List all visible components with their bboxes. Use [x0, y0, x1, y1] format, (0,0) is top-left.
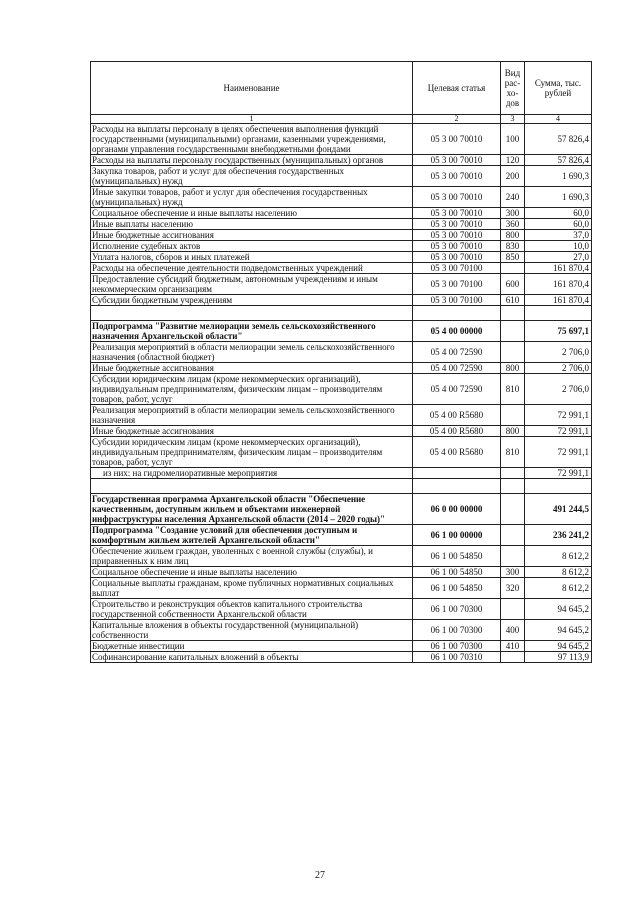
cell-name: Иные бюджетные ассигнования [91, 426, 413, 437]
table-row [91, 342, 592, 363]
table-row [91, 620, 592, 641]
cell-code: 05 3 00 70010 [413, 219, 501, 230]
cell-sum: 72 991,1 [525, 468, 592, 479]
table-row [91, 426, 592, 437]
spacer-cell [91, 479, 413, 494]
cell-vid: 320 [501, 578, 525, 599]
table-row [91, 599, 592, 620]
cell-sum: 72 991,1 [525, 426, 592, 437]
table-row [91, 219, 592, 230]
cell-code: 06 1 00 54850 [413, 546, 501, 567]
table-row [91, 405, 592, 426]
table-row [91, 241, 592, 252]
spacer-cell [413, 479, 501, 494]
cell-sum: 75 697,1 [525, 321, 592, 342]
cell-vid [501, 405, 525, 426]
table-row [91, 263, 592, 274]
cell-sum: 27,0 [525, 252, 592, 263]
cell-name: Субсидии юридическим лицам (кроме некоммерческих организаций), индивидуальным предпринимателям, физическим лицам – производителям товаров, работ, услуг [91, 437, 413, 468]
cell-name: Иные бюджетные ассигнования [91, 363, 413, 374]
cell-sum: 1 690,3 [525, 187, 592, 208]
cell-sum: 8 612,2 [525, 578, 592, 599]
cell-sum: 37,0 [525, 230, 592, 241]
cell-sum: 72 991,1 [525, 437, 592, 468]
table-row [91, 374, 592, 405]
cell-code: 06 0 00 00000 [413, 494, 501, 525]
cell-sum: 94 645,2 [525, 599, 592, 620]
cell-name: Закупка товаров, работ и услуг для обеспечения государственных (муниципальных) нужд [91, 166, 413, 187]
header-sum: Сумма, тыс. рублей [525, 62, 592, 115]
cell-sum: 94 645,2 [525, 620, 592, 641]
table-row [91, 567, 592, 578]
cell-sum: 97 113,9 [525, 652, 592, 663]
cell-vid: 100 [501, 124, 525, 155]
cell-sum: 2 706,0 [525, 342, 592, 363]
cell-vid: 400 [501, 620, 525, 641]
cell-code: 05 4 00 72590 [413, 374, 501, 405]
cell-vid [501, 263, 525, 274]
cell-code: 05 3 00 70010 [413, 124, 501, 155]
table-row [91, 468, 592, 479]
cell-vid: 410 [501, 641, 525, 652]
cell-vid: 360 [501, 219, 525, 230]
cell-vid [501, 652, 525, 663]
cell-sum: 161 870,4 [525, 263, 592, 274]
col-number-1: 1 [91, 115, 413, 124]
cell-code: 05 3 00 70010 [413, 208, 501, 219]
table-row [91, 363, 592, 374]
program-row [91, 494, 592, 525]
table-header-row [91, 62, 592, 115]
column-number-row [91, 115, 592, 124]
page-number: 27 [315, 870, 325, 881]
cell-code: 05 3 00 70100 [413, 274, 501, 295]
spacer-row [91, 479, 592, 494]
cell-vid: 120 [501, 155, 525, 166]
col-number-2: 2 [413, 115, 501, 124]
cell-name: Субсидии бюджетным учреждениям [91, 295, 413, 306]
cell-code: 06 1 00 70300 [413, 599, 501, 620]
cell-code [413, 468, 501, 479]
cell-vid [501, 468, 525, 479]
cell-name: Государственная программа Архангельской области "Обеспечение качественным, доступным жильем и объектами инженерной инфраструктуры населения Архангельской области (2014 – 2020 годы)" [91, 494, 413, 525]
spacer-row [91, 306, 592, 321]
spacer-cell [525, 306, 592, 321]
cell-vid: 600 [501, 274, 525, 295]
cell-sum: 1 690,3 [525, 166, 592, 187]
cell-sum: 8 612,2 [525, 546, 592, 567]
program-row [91, 321, 592, 342]
cell-name: Иные закупки товаров, работ и услуг для обеспечения государственных (муниципальных) нужд [91, 187, 413, 208]
table-row [91, 252, 592, 263]
cell-name: Строительство и реконструкция объектов капитального строительства государственной собственности Архангельской области [91, 599, 413, 620]
col-number-3: 3 [501, 115, 525, 124]
cell-vid: 300 [501, 208, 525, 219]
table-row [91, 641, 592, 652]
cell-vid [501, 525, 525, 546]
cell-code: 05 3 00 70010 [413, 155, 501, 166]
cell-sum: 8 612,2 [525, 567, 592, 578]
cell-code: 05 4 00 72590 [413, 342, 501, 363]
cell-sum: 2 706,0 [525, 374, 592, 405]
cell-name: Иные бюджетные ассигнования [91, 230, 413, 241]
cell-name: Обеспечение жильем граждан, уволенных с военной службы (службы), и приравненных к ним лиц [91, 546, 413, 567]
header-name: Наименование [91, 62, 413, 115]
budget-document [90, 61, 591, 663]
col-number-4: 4 [525, 115, 592, 124]
cell-name: Реализация мероприятий в области мелиорации земель сельскохозяйственного назначения (областной бюджет) [91, 342, 413, 363]
spacer-cell [91, 306, 413, 321]
cell-code: 05 3 00 70100 [413, 263, 501, 274]
cell-name: Бюджетные инвестиции [91, 641, 413, 652]
table-row [91, 295, 592, 306]
table-row [91, 187, 592, 208]
cell-vid: 800 [501, 230, 525, 241]
cell-vid [501, 599, 525, 620]
cell-vid: 800 [501, 426, 525, 437]
cell-sum: 60,0 [525, 208, 592, 219]
table-row [91, 166, 592, 187]
cell-name: Социальное обеспечение и иные выплаты населению [91, 208, 413, 219]
cell-name: Капитальные вложения в объекты государственной (муниципальной) собственности [91, 620, 413, 641]
cell-vid: 810 [501, 437, 525, 468]
table-row [91, 578, 592, 599]
cell-vid: 240 [501, 187, 525, 208]
cell-sum: 72 991,1 [525, 405, 592, 426]
cell-name: Расходы на выплаты персоналу в целях обеспечения выполнения функций государственными (муниципальными) органами, казенными учреждениями, органами управления государственными внебюджетными фондами [91, 124, 413, 155]
spacer-cell [525, 479, 592, 494]
cell-vid: 850 [501, 252, 525, 263]
spacer-cell [501, 479, 525, 494]
cell-sum: 491 244,5 [525, 494, 592, 525]
cell-code: 05 4 00 R5680 [413, 405, 501, 426]
table-row [91, 437, 592, 468]
cell-sum: 2 706,0 [525, 363, 592, 374]
header-code: Целевая статья [413, 62, 501, 115]
cell-vid [501, 342, 525, 363]
cell-vid: 800 [501, 363, 525, 374]
cell-vid: 300 [501, 567, 525, 578]
cell-code: 05 4 00 72590 [413, 363, 501, 374]
cell-sum: 94 645,2 [525, 641, 592, 652]
cell-sum: 10,0 [525, 241, 592, 252]
cell-code: 06 1 00 70300 [413, 620, 501, 641]
table-body [91, 124, 592, 663]
cell-name: Предоставление субсидий бюджетным, автономным учреждениям и иным некоммерческим организациям [91, 274, 413, 295]
cell-name: Иные выплаты населению [91, 219, 413, 230]
cell-name: Социальное обеспечение и иные выплаты населению [91, 567, 413, 578]
cell-vid [501, 321, 525, 342]
cell-code: 06 1 00 70310 [413, 652, 501, 663]
cell-name: Софинансирование капитальных вложений в объекты [91, 652, 413, 663]
cell-name: Уплата налогов, сборов и иных платежей [91, 252, 413, 263]
cell-code: 05 3 00 70010 [413, 241, 501, 252]
cell-code: 05 4 00 00000 [413, 321, 501, 342]
cell-code: 05 4 00 R5680 [413, 426, 501, 437]
cell-vid [501, 546, 525, 567]
program-row [91, 525, 592, 546]
cell-code: 05 4 00 R5680 [413, 437, 501, 468]
table-row [91, 155, 592, 166]
table-row [91, 652, 592, 663]
cell-sum: 57 826,4 [525, 124, 592, 155]
budget-table [90, 61, 592, 663]
cell-sum: 236 241,2 [525, 525, 592, 546]
spacer-cell [413, 306, 501, 321]
cell-code: 06 1 00 00000 [413, 525, 501, 546]
cell-code: 06 1 00 54850 [413, 567, 501, 578]
table-row [91, 546, 592, 567]
cell-sum: 57 826,4 [525, 155, 592, 166]
cell-code: 05 3 00 70010 [413, 166, 501, 187]
cell-name: Подпрограмма "Развитие мелиорации земель сельскохозяйственного назначения Архангельской области" [91, 321, 413, 342]
cell-vid: 830 [501, 241, 525, 252]
cell-name: Исполнение судебных актов [91, 241, 413, 252]
cell-name: Социальные выплаты гражданам, кроме публичных нормативных социальных выплат [91, 578, 413, 599]
cell-name: Подпрограмма "Создание условий для обеспечения доступным и комфортным жильем жителей Архангельской области" [91, 525, 413, 546]
header-vid: Вид рас-хо-дов [501, 62, 525, 115]
cell-vid: 610 [501, 295, 525, 306]
table-row [91, 124, 592, 155]
cell-name: из них: на гидромелиоративные мероприятия [91, 468, 413, 479]
cell-name: Расходы на обеспечение деятельности подведомственных учреждений [91, 263, 413, 274]
table-row [91, 230, 592, 241]
cell-code: 05 3 00 70010 [413, 187, 501, 208]
spacer-cell [501, 306, 525, 321]
cell-code: 06 1 00 54850 [413, 578, 501, 599]
cell-sum: 161 870,4 [525, 274, 592, 295]
cell-vid [501, 494, 525, 525]
cell-vid: 810 [501, 374, 525, 405]
cell-name: Реализация мероприятий в области мелиорации земель сельскохозяйственного назначения [91, 405, 413, 426]
cell-sum: 161 870,4 [525, 295, 592, 306]
cell-name: Субсидии юридическим лицам (кроме некоммерческих организаций), индивидуальным предпринимателям, физическим лицам – производителям товаров, работ, услуг [91, 374, 413, 405]
cell-code: 05 3 00 70100 [413, 295, 501, 306]
cell-name: Расходы на выплаты персоналу государственных (муниципальных) органов [91, 155, 413, 166]
cell-code: 06 1 00 70300 [413, 641, 501, 652]
cell-sum: 60,0 [525, 219, 592, 230]
cell-code: 05 3 00 70010 [413, 230, 501, 241]
cell-code: 05 3 00 70010 [413, 252, 501, 263]
cell-vid: 200 [501, 166, 525, 187]
table-row [91, 208, 592, 219]
table-row [91, 274, 592, 295]
